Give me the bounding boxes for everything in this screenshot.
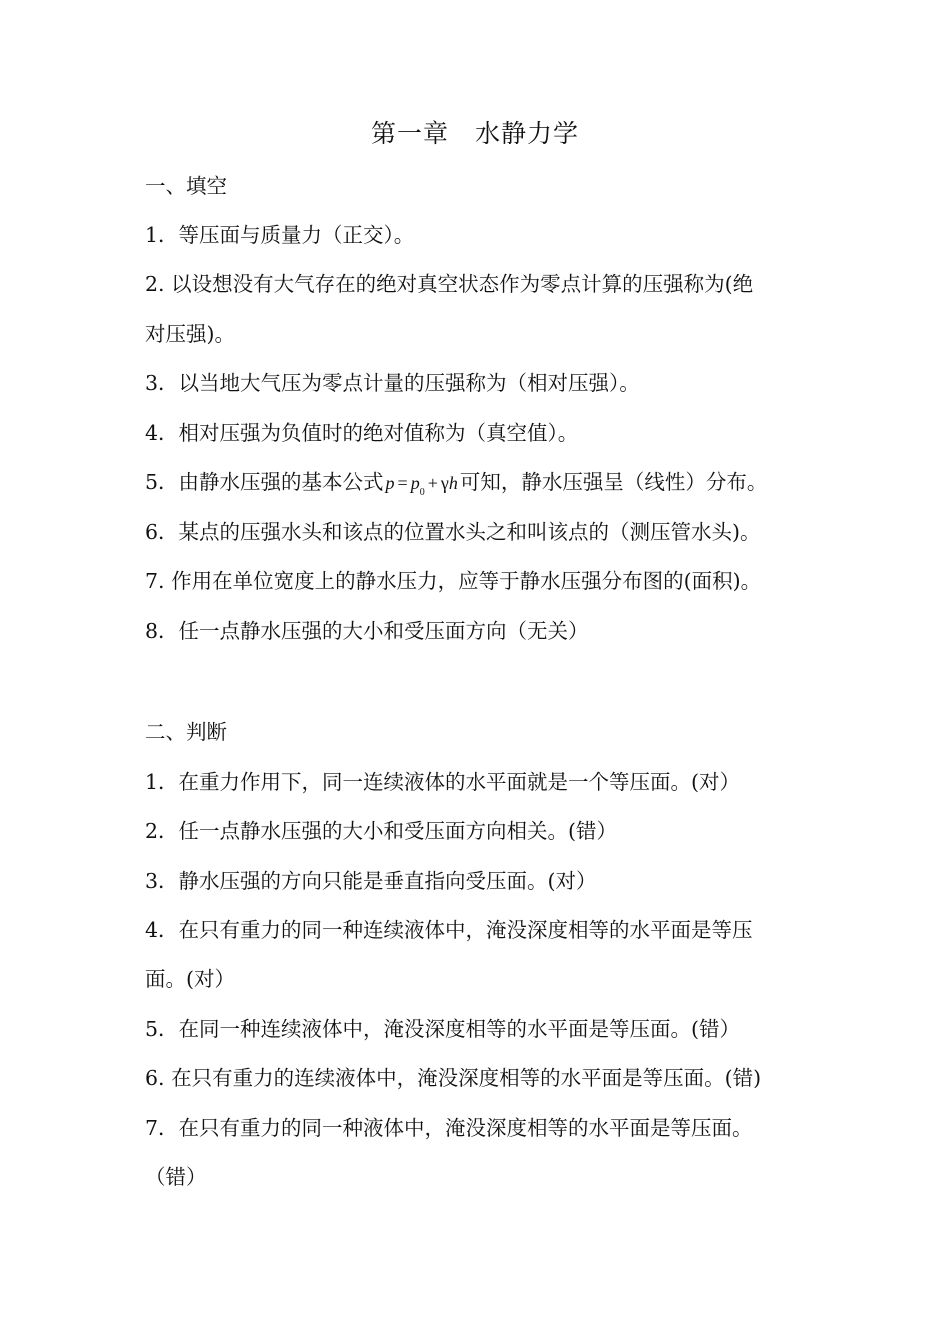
judgment-item-6: 6. 在只有重力的连续液体中，淹没深度相等的水平面是等压面。(错) — [145, 1066, 762, 1090]
fill-item-1: 1．等压面与质量力（正交）。 — [145, 223, 415, 247]
judgment-item-1: 1．在重力作用下，同一连续液体的水平面就是一个等压面。(对） — [145, 770, 741, 794]
fill-item-2-continued: 对压强)。 — [145, 322, 235, 346]
section-heading-fill-blank: 一、填空 — [145, 174, 227, 198]
fill-item-8: 8．任一点静水压强的大小和受压面方向（无关） — [145, 619, 589, 643]
formula-gamma: γ — [440, 473, 449, 493]
fill-item-4: 4．相对压强为负值时的绝对值称为（真空值）。 — [145, 421, 579, 445]
formula-subscript: 0 — [419, 487, 425, 498]
hydrostatic-formula — [384, 473, 460, 498]
fill-item-3: 3．以当地大气压为零点计量的压强称为（相对压强）。 — [145, 371, 640, 395]
formula-equals: = — [397, 473, 408, 493]
formula-p: p — [385, 473, 395, 493]
section-heading-judgment: 二、判断 — [145, 720, 227, 744]
chapter-title: 第一章 水静力学 — [370, 119, 579, 148]
fill-item-5 — [145, 466, 825, 509]
judgment-item-4-continued: 面。(对） — [145, 967, 235, 991]
fill-item-5-text-before: 5．由静水压强的基本公式 — [145, 470, 384, 494]
judgment-item-5: 5．在同一种连续液体中，淹没深度相等的水平面是等压面。(错） — [145, 1017, 741, 1041]
formula-h: h — [448, 473, 458, 493]
formula-plus: + — [427, 473, 438, 493]
fill-item-6: 6．某点的压强水头和该点的位置水头之和叫该点的（测压管水头)。 — [145, 520, 761, 544]
judgment-item-7-continued: （错） — [145, 1165, 207, 1189]
judgment-item-4: 4．在只有重力的同一种连续液体中，淹没深度相等的水平面是等压 — [145, 918, 753, 942]
fill-item-7: 7. 作用在单位宽度上的静水压力，应等于静水压强分布图的(面积)。 — [145, 569, 762, 593]
formula-p0: p — [410, 473, 420, 493]
judgment-item-3: 3．静水压强的方向只能是垂直指向受压面。(对） — [145, 869, 597, 893]
judgment-item-7: 7．在只有重力的同一种液体中，淹没深度相等的水平面是等压面。 — [145, 1116, 753, 1140]
fill-item-2: 2. 以设想没有大气存在的绝对真空状态作为零点计算的压强称为(绝 — [145, 272, 754, 296]
fill-item-5-text-after: 可知，静水压强呈（线性）分布。 — [459, 470, 768, 494]
judgment-item-2: 2．任一点静水压强的大小和受压面方向相关。(错） — [145, 819, 618, 843]
